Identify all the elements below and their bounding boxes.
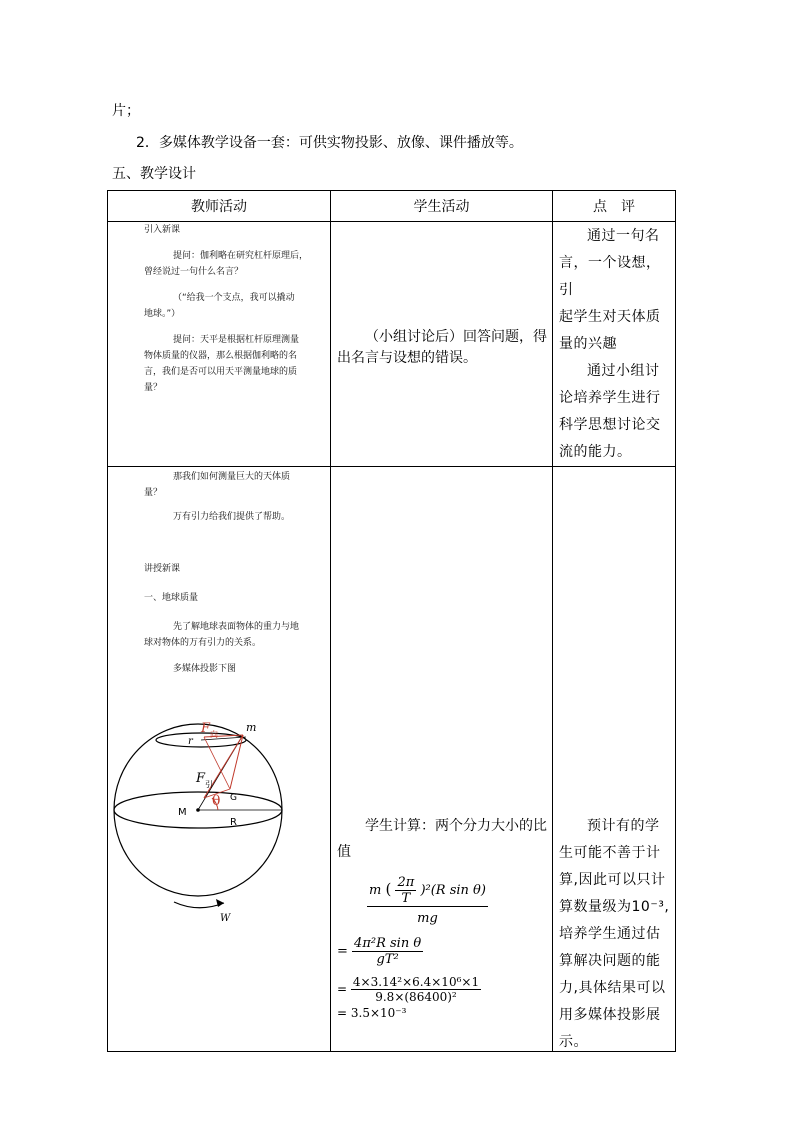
formula-2: = $\frac{\text{4π²R sin θ}}{\text{gT²}}$ <box>337 936 422 967</box>
row1-comment-line: 通过一句名 <box>587 228 660 244</box>
formula-1: m ( $\frac{2\pi}{T}$ )²(R sin θ) mg <box>369 875 486 926</box>
row2-sub: 一、地球质量 <box>144 593 199 603</box>
row1-comment-line: 起学生对天体质 <box>559 309 661 325</box>
row1-comment-line: 科学思想讨论交 <box>559 417 661 433</box>
row1-q1b: 曾经说过一句什么名言？ <box>144 267 244 277</box>
row1-heading: 引入新课 <box>144 225 181 235</box>
row1-comment-line: 量的兴趣 <box>559 336 617 352</box>
row1-q2: 提问：天平是根据杠杆原理测量 <box>173 335 300 345</box>
row1-comment-cell <box>553 222 676 467</box>
label-theta: θ <box>212 793 221 809</box>
row2-comment-line: 力,具体结果可以 <box>559 980 666 996</box>
formula-3: = $\frac{\text{4×3.14²×6.4×10⁶×1}}{\text{9.8×(86400)²}}$ <box>337 975 480 1004</box>
row2-comment-line: 生可能不善于计 <box>559 845 661 861</box>
label-r: r <box>188 736 193 747</box>
radius-r-line <box>201 737 246 740</box>
row1-q1: 提问：伽利略在研究杠杆原理后， <box>173 251 309 261</box>
row2-student-cell <box>331 467 553 1052</box>
section-title: 五、教学设计 <box>112 166 196 182</box>
row1-a1b: 地球。”） <box>144 309 181 319</box>
G-vector <box>230 735 243 789</box>
label-M: M <box>178 807 187 818</box>
row2-fig-caption: 多媒体投影下图 <box>173 664 237 674</box>
table-header-row <box>108 191 676 222</box>
header-student: 学生活动 <box>331 191 553 222</box>
row1-comment-line: 论培养学生进行 <box>559 390 661 406</box>
label-F-xiang: $F_向$ <box>201 721 219 739</box>
row1-comment-line: 流的能力。 <box>559 444 632 460</box>
row1-a1: （“给我一个支点，我可以撬动 <box>173 293 295 303</box>
row2-comment-line: 示。 <box>559 1034 588 1050</box>
row1-student-text: （小组讨论后）回答问题，得出名言与设想的错误。 <box>337 329 547 366</box>
row2-comment-line: 算解决问题的能 <box>559 953 661 969</box>
row2-comment-cell <box>553 467 676 1052</box>
label-G: G <box>230 793 237 803</box>
row1-teacher-cell <box>108 222 331 467</box>
teaching-design-table <box>107 190 676 1052</box>
rotation-arrow <box>174 902 224 908</box>
header-comment: 点 评 <box>553 191 676 222</box>
row1-comment-line: 通过小组讨 <box>587 363 660 379</box>
label-R: R <box>230 817 237 828</box>
intro-line-pian: 片； <box>112 103 140 119</box>
formula-result: = 3.5×10⁻³ <box>337 1006 407 1020</box>
label-F-yin: $F_引$ <box>196 771 214 789</box>
row2-comment-line: 用多媒体投影展 <box>559 1007 661 1023</box>
row1-student-cell <box>331 222 553 467</box>
row2-heading: 讲授新课 <box>144 564 181 574</box>
row1-q2b: 物体质量的仪器，那么根据伽利略的名 <box>144 351 298 361</box>
label-W: W <box>220 913 231 924</box>
header-teacher: 教师活动 <box>108 191 331 222</box>
row2-comment-line: 算,因此可以只计 <box>559 872 666 888</box>
table-row <box>108 222 676 467</box>
row2-comment-line: 预计有的学 <box>587 818 660 834</box>
row2-q3: 那我们如何测量巨大的天体质 <box>173 472 291 482</box>
row1-comment-line: 言，一个设想，引 <box>559 255 661 298</box>
row2-q3b: 量？ <box>144 488 163 498</box>
row2-descb: 球对物体的万有引力的关系。 <box>144 638 262 648</box>
row2-desc: 先了解地球表面物体的重力与地 <box>173 622 300 632</box>
row1-q2d: 量？ <box>144 383 163 393</box>
row2-q4: 万有引力给我们提供了帮助。 <box>173 512 291 522</box>
label-m: m <box>246 721 257 734</box>
row2-student-intro: 学生计算：两个分力大小的比值 <box>337 818 547 860</box>
intro-line-media: 2．多媒体教学设备一套：可供实物投影、放像、课件播放等。 <box>136 135 523 151</box>
row2-comment-line: 算数量级为10⁻³, <box>559 899 670 915</box>
table-row <box>108 467 676 1052</box>
row2-teacher-cell <box>108 467 331 1052</box>
row1-q2c: 言，我们是否可以用天平测量地球的质 <box>144 367 298 377</box>
earth-force-diagram <box>112 715 312 925</box>
earth-center-dot <box>196 808 200 812</box>
row2-comment-line: 培养学生通过估 <box>559 926 661 942</box>
